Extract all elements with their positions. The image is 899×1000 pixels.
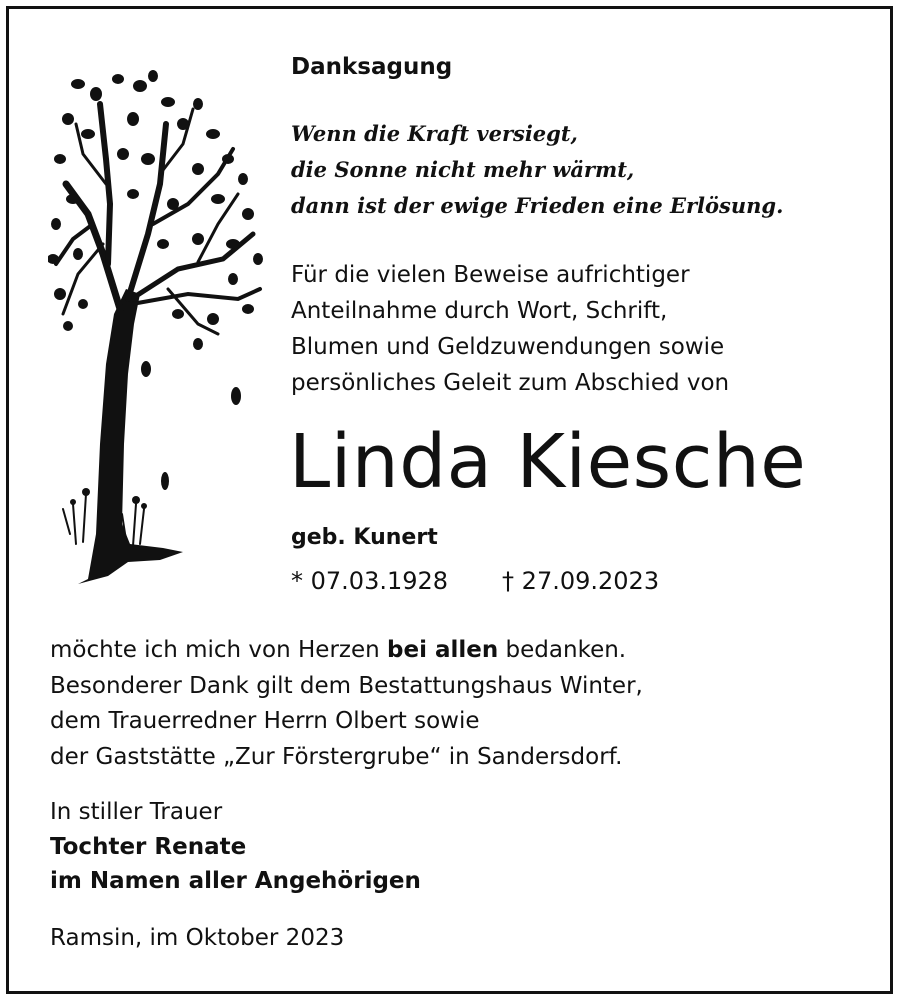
gratitude-line bbox=[50, 633, 643, 669]
thanks-line: Für die vielen Beweise aufrichtiger bbox=[291, 262, 690, 288]
death-date: † 27.09.2023 bbox=[502, 567, 660, 595]
thanks-line: Blumen und Geldzuwendungen sowie bbox=[291, 334, 725, 360]
gratitude-text: möchte ich mich von Herzen bbox=[50, 637, 388, 663]
signature-line: im Namen aller Angehörigen bbox=[50, 868, 421, 894]
heading-danksagung: Danksagung bbox=[291, 54, 453, 80]
tree-silhouette-icon bbox=[48, 64, 268, 589]
maiden-name: geb. Kunert bbox=[291, 525, 438, 550]
deceased-name: Linda Kiesche bbox=[289, 419, 807, 505]
gratitude-emphasis: bei allen bbox=[387, 637, 499, 663]
gratitude-line: Besonderer Dank gilt dem Bestattungshaus Winter, bbox=[50, 672, 643, 699]
gratitude-line: der Gaststätte „Zur Förstergrube“ in Sandersdorf. bbox=[50, 743, 623, 770]
thanks-line: Anteilnahme durch Wort, Schrift, bbox=[291, 298, 668, 324]
birth-date: * 07.03.1928 bbox=[291, 567, 449, 595]
life-dates bbox=[291, 567, 659, 595]
gratitude-text: bedanken. bbox=[498, 637, 627, 663]
poem-line: Wenn die Kraft versiegt, bbox=[291, 121, 578, 146]
poem-line: dann ist der ewige Frieden eine Erlösung. bbox=[291, 193, 784, 218]
thanks-paragraph bbox=[291, 257, 729, 401]
poem bbox=[291, 116, 783, 224]
signature-intro: In stiller Trauer bbox=[50, 799, 223, 825]
signature-names bbox=[50, 830, 421, 898]
gratitude-paragraph bbox=[50, 633, 643, 775]
signature-line: Tochter Renate bbox=[50, 834, 247, 860]
poem-line: die Sonne nicht mehr wärmt, bbox=[291, 157, 635, 182]
thanks-line: persönliches Geleit zum Abschied von bbox=[291, 370, 730, 396]
gratitude-line: dem Trauerredner Herrn Olbert sowie bbox=[50, 708, 480, 734]
place-date: Ramsin, im Oktober 2023 bbox=[50, 925, 345, 951]
